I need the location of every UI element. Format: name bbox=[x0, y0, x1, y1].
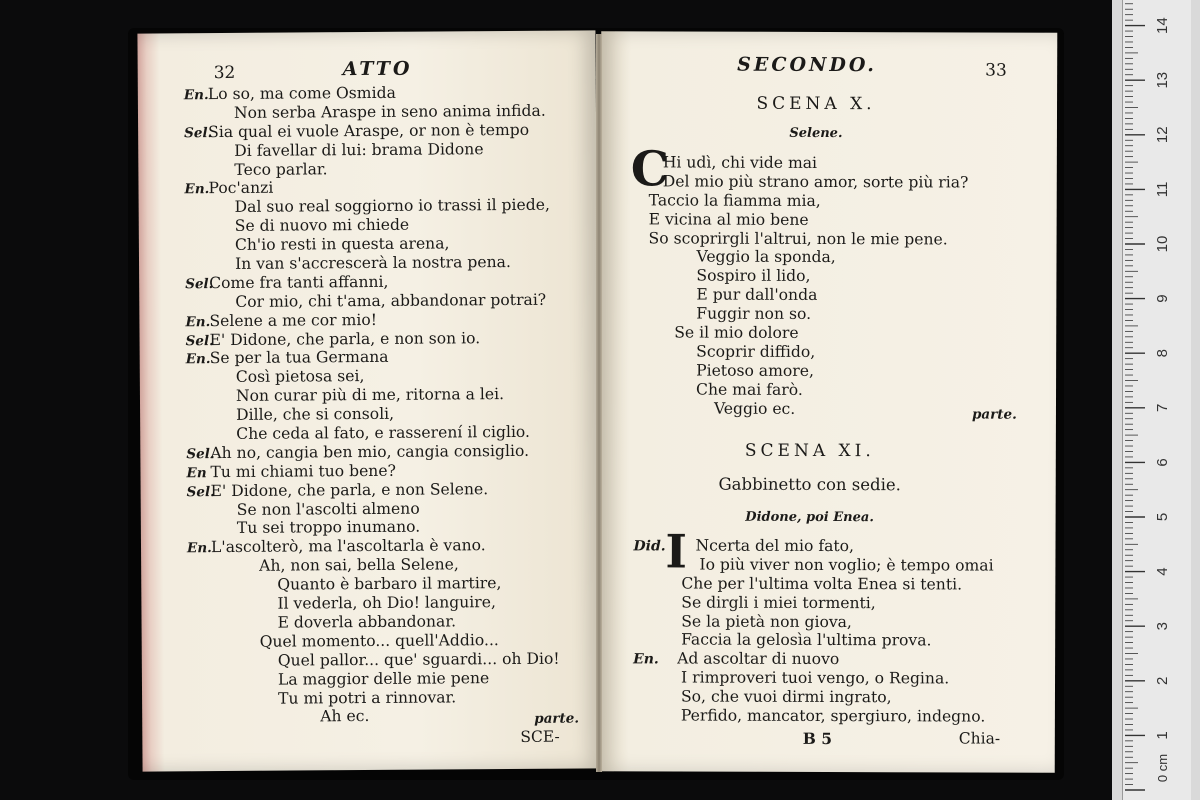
ruler-scale bbox=[1123, 0, 1191, 800]
verse-text: Ah, non sai, bella Selene, bbox=[259, 555, 459, 576]
scene-xi-heading: SCENA XI. bbox=[744, 440, 875, 462]
speaker-tag: Sel. bbox=[185, 332, 214, 349]
verse-line bbox=[187, 517, 559, 538]
ruler-label: 12 bbox=[1154, 126, 1171, 144]
verse-text: Così pietosa sei, bbox=[235, 367, 365, 387]
verse-line bbox=[648, 267, 968, 287]
verse-line bbox=[185, 234, 557, 255]
speaker-tag: Sel. bbox=[186, 446, 215, 463]
verse-line bbox=[648, 361, 968, 381]
verse-line bbox=[186, 404, 558, 425]
verse-text: Sospiro il lido, bbox=[696, 266, 811, 286]
left-page-number: 32 bbox=[213, 62, 236, 84]
left-catchword: SCE- bbox=[520, 727, 560, 746]
verse-text: Quanto è barbaro il martire, bbox=[277, 574, 502, 594]
left-exit-cue: parte. bbox=[534, 710, 580, 727]
verse-line bbox=[649, 229, 969, 249]
verse-text: Se di nuovo mi chiede bbox=[234, 215, 410, 236]
scene-xi-text bbox=[633, 536, 994, 726]
speaker-tag: En. bbox=[185, 313, 211, 330]
verse-text: Di favellar di lui: brama Didone bbox=[234, 139, 484, 160]
ruler-label: 5 bbox=[1154, 512, 1171, 522]
verse-line bbox=[633, 593, 993, 613]
verse-line bbox=[186, 442, 558, 463]
verse-text: E doverla abbandonar. bbox=[277, 612, 457, 632]
verse-text: Tu sei troppo inumano. bbox=[236, 518, 421, 538]
scene-x-heading: SCENA X. bbox=[756, 93, 876, 115]
verse-text: Faccia la gelosìa l'ultima prova. bbox=[681, 630, 932, 650]
verse-text: Se il mio dolore bbox=[674, 323, 799, 342]
speaker-tag: Sel. bbox=[185, 275, 214, 293]
speaker-tag: En. bbox=[184, 181, 210, 198]
verse-text: Quel momento... quell'Addio... bbox=[259, 630, 499, 651]
scene-x-exit-cue: parte. bbox=[971, 406, 1017, 423]
speaker-tag: En. bbox=[183, 87, 209, 104]
verse-text: Il vederla, oh Dio! languire, bbox=[277, 593, 496, 613]
ruler-unit-label: 0 cm bbox=[1155, 753, 1170, 783]
verse-text: Veggio ec. bbox=[713, 399, 796, 418]
speaker-tag: En. bbox=[633, 651, 659, 668]
verse-text: La maggior delle mie pene bbox=[277, 668, 490, 689]
verse-text: Ch'io resti in questa arena, bbox=[234, 234, 450, 255]
verse-text: Non serba Araspe in seno anima infida. bbox=[233, 101, 546, 122]
verse-line bbox=[188, 687, 560, 708]
verse-line bbox=[184, 83, 556, 104]
verse-text: So scoprirgli l'altrui, non le mie pene. bbox=[648, 228, 948, 248]
verse-text: Scoprir diffido, bbox=[696, 342, 816, 361]
verse-text: Ad ascoltar di nuovo bbox=[677, 649, 840, 669]
verse-line bbox=[184, 139, 556, 160]
verse-line bbox=[633, 650, 993, 670]
speaker-tag: Sel. bbox=[186, 483, 215, 500]
verse-text: Se per la tua Germana bbox=[209, 348, 389, 368]
verse-text: So, che vuoi dirmi ingrato, bbox=[680, 687, 892, 707]
verse-text: E' Didone, che parla, e non son io. bbox=[209, 328, 481, 349]
verse-line bbox=[648, 323, 968, 343]
speaker-tag: Did. bbox=[633, 538, 666, 555]
ruler-label: 7 bbox=[1154, 403, 1171, 412]
ruler-label: 1 bbox=[1154, 731, 1171, 740]
verse-line bbox=[187, 536, 559, 557]
verse-line bbox=[185, 272, 557, 293]
left-running-head: ATTO bbox=[342, 57, 413, 81]
ruler-label: 11 bbox=[1154, 181, 1171, 198]
verse-text: Tu mi chiami tuo bene? bbox=[210, 461, 396, 481]
right-catchword: Chia- bbox=[958, 729, 1001, 748]
verse-text: Se la pietà non giova, bbox=[681, 612, 852, 631]
verse-line bbox=[187, 555, 559, 576]
left-page-text bbox=[184, 83, 560, 728]
verse-line bbox=[649, 210, 969, 230]
verse-text: Pietoso amore, bbox=[696, 361, 814, 380]
verse-text: Teco parlar. bbox=[234, 159, 328, 179]
measuring-ruler bbox=[1122, 0, 1191, 800]
scene-x-dropcap: C bbox=[630, 141, 670, 198]
verse-text: Che per l'ultima volta Enea si tenti. bbox=[681, 574, 963, 594]
verse-text: Io più viver non voglio; è tempo omai bbox=[699, 555, 994, 575]
verse-line bbox=[633, 706, 993, 726]
verse-text: Fuggir non so. bbox=[696, 304, 812, 324]
ruler-label: 2 bbox=[1154, 676, 1171, 685]
ruler-label: 10 bbox=[1154, 235, 1171, 253]
verse-line bbox=[648, 286, 968, 306]
verse-line bbox=[186, 423, 558, 444]
verse-line bbox=[185, 253, 557, 274]
verse-line bbox=[188, 706, 560, 727]
verse-text: In van s'accrescerà la nostra pena. bbox=[234, 253, 511, 273]
speaker-tag: Sel. bbox=[184, 124, 213, 142]
verse-text: Se dirgli i miei tormenti, bbox=[681, 593, 876, 612]
ruler-label: 6 bbox=[1154, 458, 1171, 467]
ruler-label: 13 bbox=[1154, 71, 1171, 89]
speaker-tag: En bbox=[186, 464, 207, 482]
verse-line bbox=[633, 555, 993, 575]
right-page-number: 33 bbox=[985, 60, 1007, 81]
verse-text: Come fra tanti affanni, bbox=[209, 272, 389, 293]
verse-line bbox=[184, 158, 556, 179]
verse-line bbox=[649, 172, 969, 192]
verse-line bbox=[633, 612, 993, 632]
verse-text: Quel pallor... que' sguardi... oh Dio! bbox=[277, 649, 560, 670]
verse-line bbox=[648, 304, 968, 324]
verse-line bbox=[188, 649, 560, 670]
verse-line bbox=[188, 668, 560, 689]
verse-line bbox=[187, 498, 559, 519]
verse-line bbox=[186, 366, 558, 387]
scene-xi-dropcap: I bbox=[665, 524, 688, 579]
verse-text: Ncerta del mio fato, bbox=[695, 536, 855, 556]
verse-line bbox=[187, 479, 559, 500]
left-page bbox=[137, 30, 600, 771]
verse-line bbox=[633, 687, 993, 707]
speaker-tag: En. bbox=[185, 351, 211, 368]
verse-text: Se non l'ascolti almeno bbox=[236, 499, 420, 519]
verse-text: Taccio la fiamma mia, bbox=[648, 191, 821, 210]
ruler-label: 9 bbox=[1154, 294, 1171, 303]
book-gutter bbox=[596, 34, 602, 772]
verse-line bbox=[184, 120, 556, 141]
scene-x-character: Selene. bbox=[789, 125, 843, 142]
verse-line bbox=[186, 385, 558, 406]
verse-line bbox=[186, 347, 558, 368]
scene-xi-setting: Gabbinetto con sedie. bbox=[718, 474, 901, 495]
verse-line bbox=[649, 153, 969, 173]
ruler-label: 8 bbox=[1154, 349, 1171, 358]
verse-text: L'ascolterò, ma l'ascoltarla è vano. bbox=[210, 536, 486, 557]
verse-text: E vicina al mio bene bbox=[648, 210, 809, 229]
verse-line bbox=[648, 248, 968, 268]
verse-line bbox=[184, 102, 556, 123]
verse-line bbox=[648, 399, 968, 419]
verse-text: I rimproveri tuoi vengo, o Regina. bbox=[681, 668, 950, 688]
signature-mark: B 5 bbox=[802, 728, 833, 749]
verse-text: Poc'anzi bbox=[208, 179, 274, 198]
verse-text: Sia qual ei vuole Araspe, or non è tempo bbox=[208, 120, 530, 141]
verse-text: Hi udì, chi vide mai bbox=[662, 153, 818, 172]
verse-text: Ah no, cangia ben mio, cangia consiglio. bbox=[210, 441, 530, 463]
ruler-label: 14 bbox=[1154, 17, 1171, 34]
verse-line bbox=[633, 574, 993, 594]
verse-text: Dille, che si consoli, bbox=[236, 404, 395, 425]
verse-line bbox=[184, 177, 556, 198]
verse-line bbox=[185, 196, 557, 217]
verse-line bbox=[649, 191, 969, 211]
verse-text: Che ceda al fato, e rasserení il ciglio. bbox=[236, 422, 531, 443]
verse-text: Del mio più strano amor, sorte più ria? bbox=[662, 172, 969, 192]
verse-line bbox=[633, 536, 993, 556]
verse-line bbox=[648, 342, 968, 362]
verse-text: Ah ec. bbox=[320, 707, 370, 726]
verse-line bbox=[185, 290, 557, 311]
verse-text: Perfido, mancator, spergiuro, indegno. bbox=[680, 706, 986, 726]
verse-line bbox=[633, 669, 993, 689]
verse-text: Lo so, ma come Osmida bbox=[207, 83, 396, 104]
verse-line bbox=[186, 328, 558, 349]
scene-xi-characters: Didone, poi Enea. bbox=[745, 509, 874, 526]
scene-x-text bbox=[648, 153, 969, 419]
verse-text: Tu mi potri a rinnovar. bbox=[278, 687, 457, 708]
verse-line bbox=[187, 612, 559, 633]
verse-text: Non curar più di me, ritorna a lei. bbox=[235, 385, 505, 406]
verse-line bbox=[648, 380, 968, 400]
verse-line bbox=[187, 574, 559, 595]
verse-line bbox=[186, 460, 558, 481]
verse-text: Dal suo real soggiorno io trassi il piede, bbox=[234, 196, 550, 217]
verse-line bbox=[185, 309, 557, 330]
verse-text: Cor mio, chi t'ama, abbandonar potrai? bbox=[235, 290, 547, 311]
ruler-label: 4 bbox=[1154, 567, 1171, 576]
right-page bbox=[599, 31, 1058, 773]
verse-text: Selene a me cor mio! bbox=[209, 310, 378, 330]
verse-text: Veggio la sponda, bbox=[696, 247, 836, 267]
verse-line bbox=[188, 631, 560, 652]
speaker-tag: En. bbox=[186, 540, 212, 557]
verse-text: Che mai farò. bbox=[696, 380, 803, 399]
right-running-head: SECONDO. bbox=[737, 53, 877, 77]
verse-line bbox=[187, 593, 559, 614]
verse-line bbox=[633, 631, 993, 651]
verse-text: E pur dall'onda bbox=[696, 285, 818, 305]
verse-line bbox=[185, 215, 557, 236]
verse-text: E' Didone, che parla, e non Selene. bbox=[210, 479, 489, 500]
ruler-label: 3 bbox=[1154, 622, 1171, 631]
